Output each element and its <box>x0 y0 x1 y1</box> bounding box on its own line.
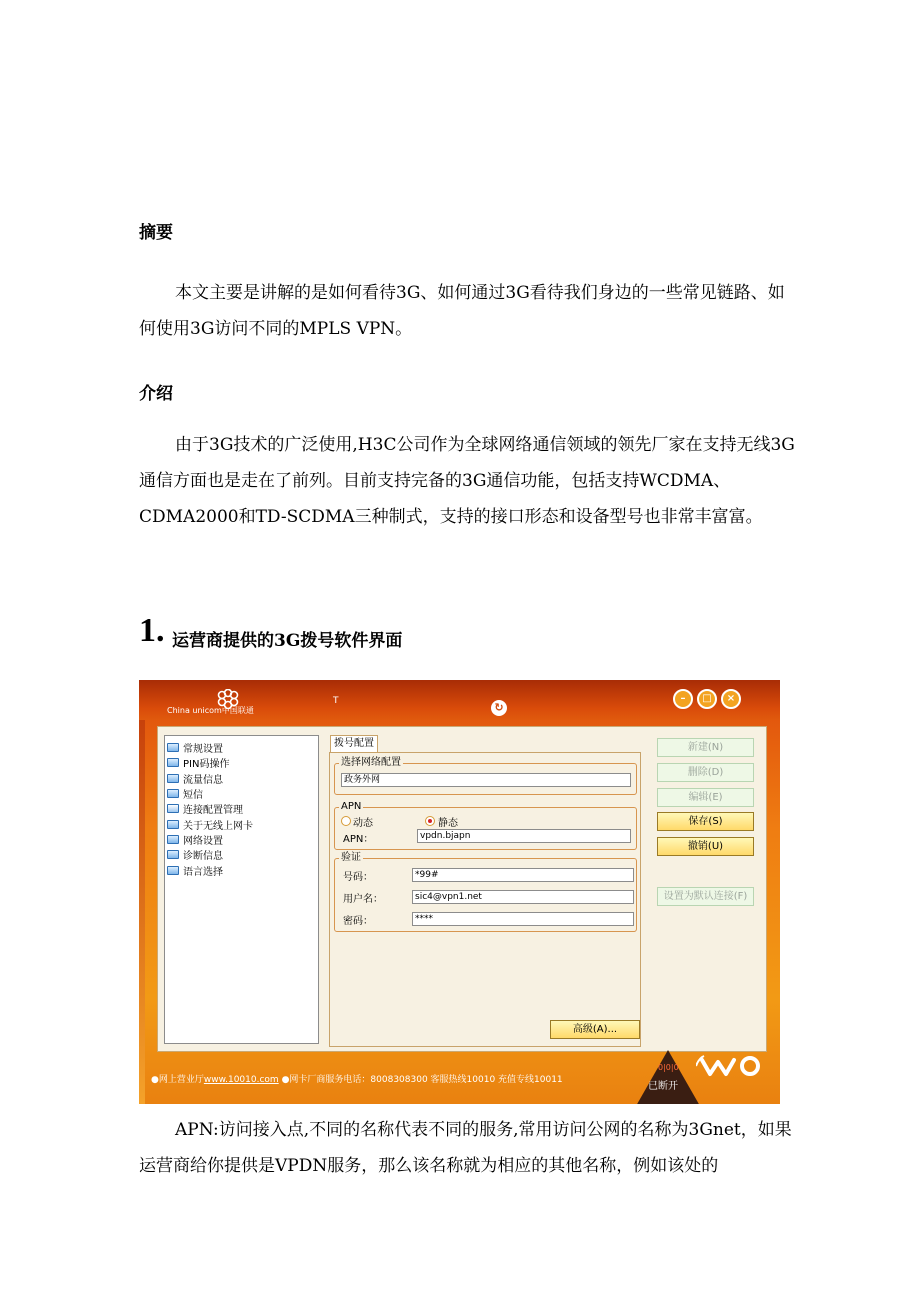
tree-item-label: 短信 <box>183 790 203 802</box>
tree-item[interactable] <box>167 771 316 786</box>
network-select[interactable]: 政务外网 <box>341 773 631 787</box>
tab-dial-config[interactable]: 拨号配置 <box>330 735 378 752</box>
section-number: 1. <box>139 612 165 649</box>
cancel-button[interactable]: 撤销(U) <box>657 837 754 856</box>
delete-button[interactable]: 删除(D) <box>657 763 754 782</box>
folder-icon <box>167 789 179 798</box>
open-folder-icon <box>167 804 179 813</box>
apn-legend: APN <box>341 801 362 812</box>
tree-item-label: PIN码操作 <box>183 759 230 771</box>
apn-note-paragraph: APN:访问接入点,不同的名称代表不同的服务,常用访问公网的名称为3Gnet，如果运营商给你提供是VPDN服务，那么该名称就为相应的其他名称，例如该处的 <box>139 1120 792 1176</box>
left-edge <box>139 720 145 1104</box>
tree-item-selected[interactable] <box>167 801 316 816</box>
dialer-title-bar <box>139 680 780 720</box>
tree-item-label: 常规设置 <box>183 744 223 756</box>
auth-group <box>334 852 637 932</box>
folder-icon <box>167 850 179 859</box>
number-input[interactable]: *99# <box>412 868 634 882</box>
wo-brand-icon <box>696 1052 772 1082</box>
section-title: 运营商提供的3G拨号软件界面 <box>172 631 403 651</box>
advanced-button[interactable]: 高级(A)... <box>550 1020 640 1039</box>
title-mark: T <box>333 696 339 706</box>
footer-rest: ●网卡厂商服务电话：8008308300 客服热线10010 充值专线10011 <box>278 1075 563 1085</box>
set-default-button[interactable]: 设置为默认连接(F) <box>657 887 754 906</box>
auth-legend: 验证 <box>341 852 361 863</box>
tree-item-label: 流量信息 <box>183 774 223 786</box>
radio-dynamic[interactable] <box>341 816 351 826</box>
password-label: 密码： <box>343 916 373 927</box>
tree-item-label: 网络设置 <box>183 835 223 847</box>
tree-item[interactable] <box>167 832 316 847</box>
settings-tree <box>164 735 319 1044</box>
signal-readout: 0|0|0 <box>658 1063 679 1072</box>
folder-icon <box>167 835 179 844</box>
intro-paragraph: 由于3G技术的广泛使用,H3C公司作为全球网络通信领域的领先厂家在支持无线3G通信方面也是走在了前列。目前支持完备的3G通信功能，包括支持WCDMA、CDMA2000和TD-SCDMA三种制式，支持的接口形态和设备型号也非常丰富富。 <box>139 435 795 527</box>
tree-item[interactable] <box>167 755 316 770</box>
abstract-paragraph: 本文主要是讲解的是如何看待3G、如何通过3G看待我们身边的一些常见链路、如何使用3G访问不同的MPLS VPN。 <box>139 283 785 339</box>
tree-item[interactable] <box>167 816 316 831</box>
folder-icon <box>167 820 179 829</box>
connection-status[interactable]: 已断开 <box>648 1081 678 1092</box>
tree-item-label: 连接配置管理 <box>183 805 243 817</box>
username-label: 用户名： <box>343 894 383 905</box>
password-input[interactable]: **** <box>412 912 634 926</box>
folder-icon <box>167 866 179 875</box>
refresh-icon[interactable]: ↻ <box>491 700 507 716</box>
tree-item[interactable] <box>167 740 316 755</box>
new-button[interactable]: 新建(N) <box>657 738 754 757</box>
save-button[interactable]: 保存(S) <box>657 812 754 831</box>
folder-icon <box>167 774 179 783</box>
minimize-icon[interactable]: – <box>673 689 693 709</box>
logo-text: China unicom中国联通 <box>167 706 254 715</box>
maximize-icon[interactable]: □ <box>697 689 717 709</box>
main-panel <box>157 726 767 1052</box>
tree-item[interactable] <box>167 847 316 862</box>
apn-input[interactable]: vpdn.bjapn <box>417 829 631 843</box>
radio-static-label: 静态 <box>438 818 458 829</box>
tree-item[interactable] <box>167 786 316 801</box>
dialer-screenshot <box>139 680 780 1104</box>
intro-heading: 介绍 <box>139 384 173 404</box>
folder-icon <box>167 758 179 767</box>
number-label: 号码： <box>343 872 373 883</box>
tree-item-label: 诊断信息 <box>183 851 223 863</box>
radio-dynamic-label: 动态 <box>353 818 373 829</box>
website-link[interactable]: www.10010.com <box>203 1075 279 1085</box>
abstract-heading: 摘要 <box>139 223 173 243</box>
apn-group <box>334 801 637 850</box>
apn-label: APN： <box>343 834 374 845</box>
username-input[interactable]: sic4@vpn1.net <box>412 890 634 904</box>
network-legend: 选择网络配置 <box>341 757 401 768</box>
edit-button[interactable]: 编辑(E) <box>657 788 754 807</box>
tree-item-label: 关于无线上网卡 <box>183 820 253 832</box>
footer-prefix: ●网上营业厅 <box>151 1075 204 1085</box>
tree-item[interactable] <box>167 862 316 877</box>
tree-item-label: 语言选择 <box>183 866 223 878</box>
close-icon[interactable]: × <box>721 689 741 709</box>
folder-icon <box>167 743 179 752</box>
network-group <box>334 757 637 795</box>
footer-info <box>151 1072 563 1085</box>
radio-static[interactable] <box>425 816 435 826</box>
